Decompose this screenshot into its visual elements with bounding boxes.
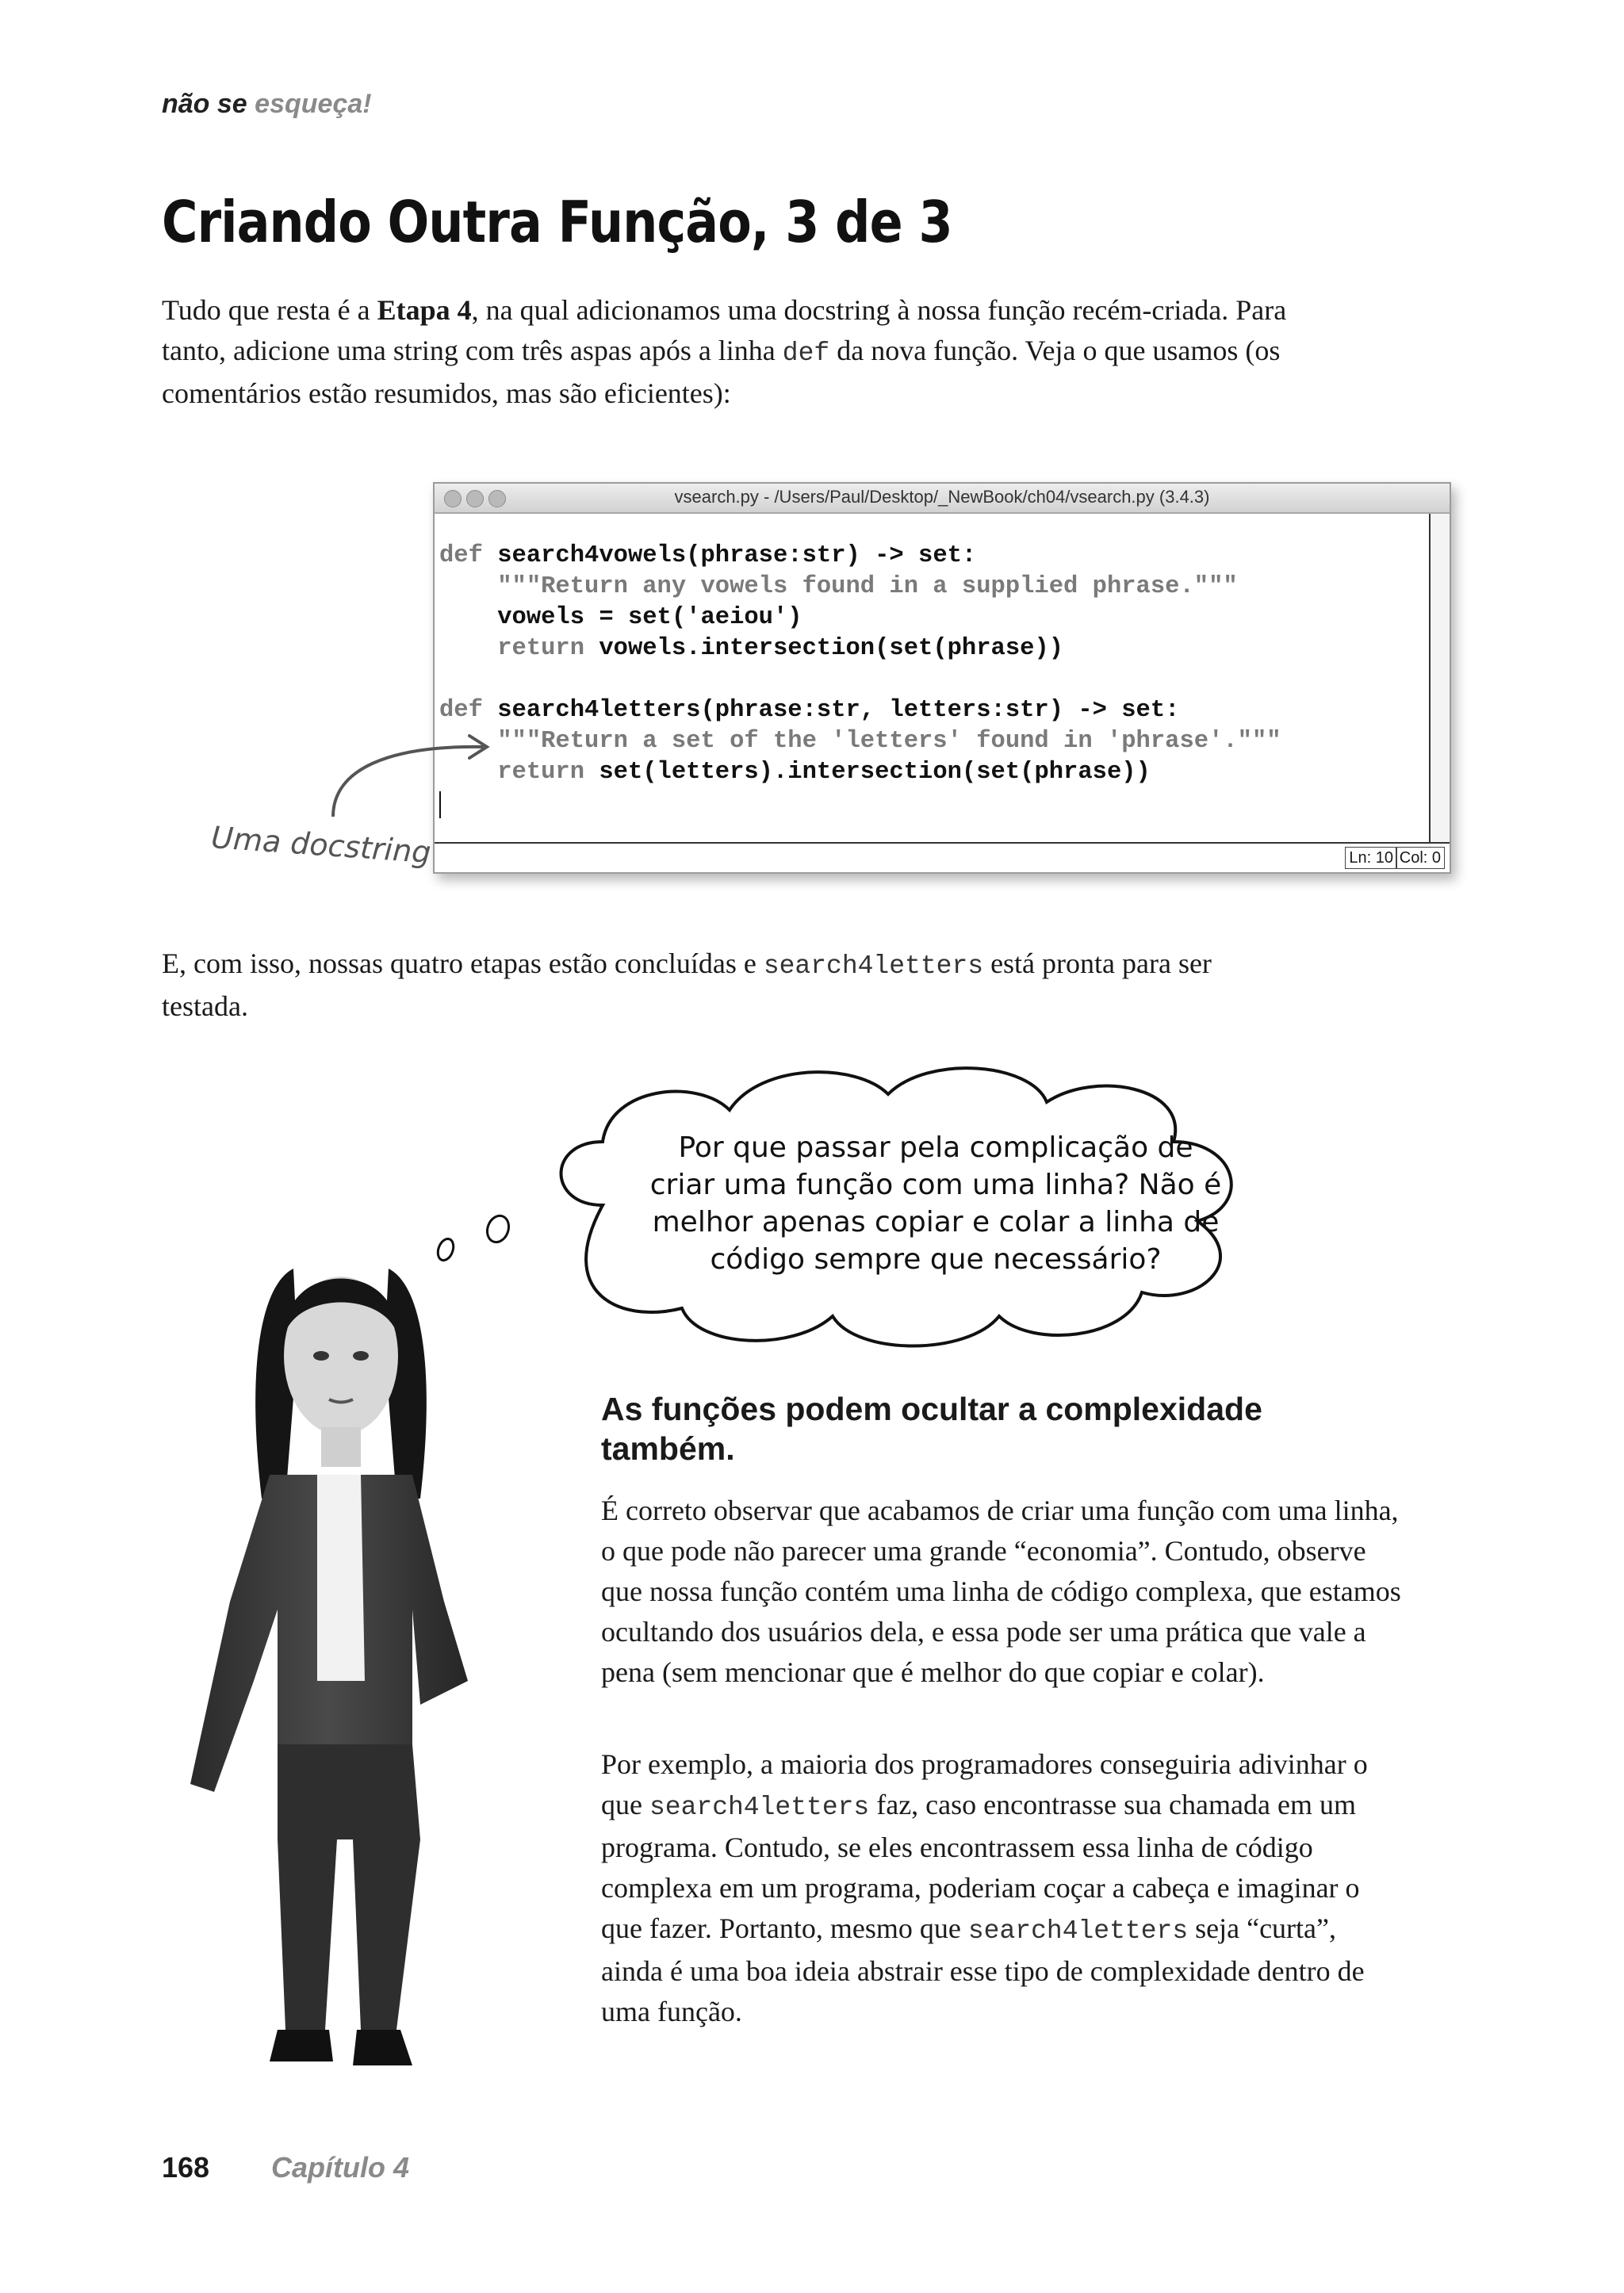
section-heading: As funções podem ocultar a complexidade também. — [601, 1391, 1262, 1467]
vertical-scrollbar[interactable] — [1429, 514, 1450, 842]
column-number-status: Col: 0 — [1396, 847, 1445, 869]
running-header-accent: esqueça! — [255, 89, 372, 119]
p2-text-1: Por exemplo, a maioria dos programadores conseguiria adivinhar o que — [601, 1748, 1368, 1820]
annotation-arrow-icon — [317, 722, 508, 825]
code-area[interactable] — [435, 514, 1429, 842]
intro-text-3: da nova função. Veja o que usamos (os comentários estão resumidos, mas são eficientes): — [162, 335, 1281, 409]
docstring-annotation: Uma docstring — [209, 820, 432, 871]
status-bar — [435, 842, 1450, 872]
code-line: vowels = set('aeiou') — [497, 604, 802, 631]
code-editor-window — [433, 482, 1451, 874]
code-line: def search4vowels(phrase:str) -> set: — [439, 542, 977, 569]
code-line: return vowels.intersection(set(phrase)) — [497, 635, 1064, 662]
intro-paragraph — [162, 290, 1351, 414]
page-number: 168 — [162, 2151, 210, 2184]
chapter-label: Capítulo 4 — [271, 2151, 410, 2184]
page-title: Criando Outra Função, 3 de 3 — [162, 189, 952, 255]
p2-text-3: seja “curta”, ainda é uma boa ideia abstrair esse tipo de complexidade dentro de uma função. — [601, 1912, 1365, 2027]
section-paragraph-1: É correto observar que acabamos de criar uma função com uma linha, o que pode não parecer uma grande “economia”. Contudo, observe que nossa função contém uma linha de código complexa, que estamos ocultando dos usuários dela, e essa pode ser uma prática que vale a pena (sem mencionar que é melhor do que copiar e colar). — [601, 1495, 1401, 1688]
window-title: vsearch.py - /Users/Paul/Desktop/_NewBook/ch04/vsearch.py (3.4.3) — [674, 487, 1210, 507]
intro-text-1: Tudo que resta é a — [162, 294, 377, 326]
section-paragraph-2 — [601, 1744, 1402, 2032]
intro-code: def — [782, 339, 830, 368]
p2-code-1: search4letters — [649, 1793, 870, 1822]
after-code-text-1: E, com isso, nossas quatro etapas estão concluídas e — [162, 947, 764, 979]
after-code-paragraph — [162, 944, 1272, 1027]
code-line: def search4letters(phrase:str, letters:str) -> set: — [439, 697, 1180, 724]
p2-code-2: search4letters — [967, 1916, 1189, 1946]
intro-bold: Etapa 4 — [377, 294, 472, 326]
code-line: return set(letters).intersection(set(phrase)) — [497, 759, 1151, 786]
code-line: """Return a set of the 'letters' found in 'phrase'.""" — [497, 728, 1281, 755]
intro-text-2: , na qual adicionamos uma docstring à nossa função recém-criada. Para tanto, adicione uma string com três aspas após a linha — [162, 294, 1287, 366]
woman-figure-illustration — [159, 1237, 571, 2077]
thought-bubble-text: Por que passar pela complicação de criar uma função com uma linha? Não é melhor apenas copiar e colar a linha de código sempre que necessário? — [649, 1131, 1222, 1276]
p2-text-2: faz, caso encontrasse sua chamada em um programa. Contudo, se eles encontrassem essa linha de código complexa em um programa, poderiam coçar a cabeça e imaginar o que fazer. Portanto, mesmo que — [601, 1789, 1360, 1944]
after-code-text-2: está pronta para ser testada. — [162, 947, 1212, 1022]
code-line: """Return any vowels found in a supplied phrase.""" — [497, 573, 1238, 600]
line-number-status: Ln: 10 — [1345, 847, 1397, 869]
window-titlebar — [435, 484, 1450, 514]
after-code-code: search4letters — [763, 951, 984, 981]
running-header — [162, 89, 372, 120]
running-header-lead: não se — [162, 89, 255, 119]
